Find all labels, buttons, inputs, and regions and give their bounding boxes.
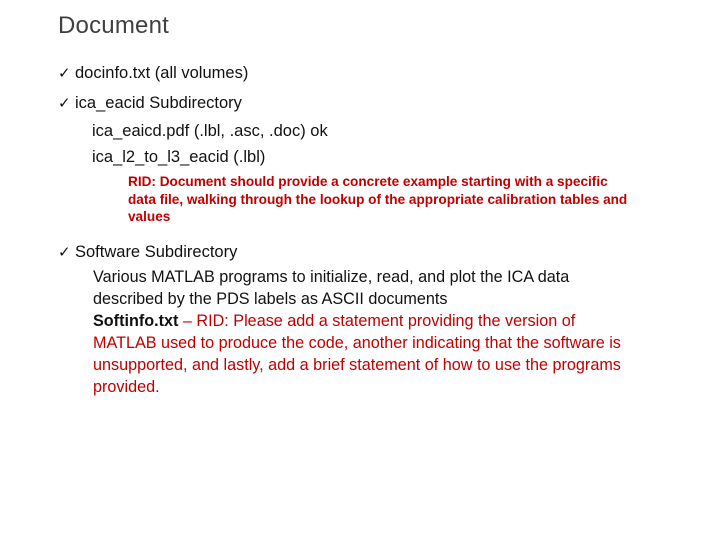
rid-line: unsupported, and lastly, add a brief statement of how to use the programs <box>93 356 621 374</box>
software-line: Various MATLAB programs to initialize, read, and plot the ICA data <box>93 268 570 286</box>
rid-line: data file, walking through the lookup of the appropriate calibration tables and <box>128 191 628 207</box>
checkmark-icon: ✓ <box>58 95 71 112</box>
rid-comment-document <box>128 173 713 226</box>
bullet-text: docinfo.txt (all volumes) <box>75 64 249 82</box>
checkmark-icon: ✓ <box>58 244 71 261</box>
bullet-software <box>58 242 237 263</box>
software-description <box>93 266 708 398</box>
bullet-ica-eacid <box>58 93 242 114</box>
page-title: Document <box>58 12 169 39</box>
checkmark-icon: ✓ <box>58 65 71 82</box>
sub-item-l2-to-l3: ica_l2_to_l3_eacid (.lbl) <box>92 148 266 166</box>
rid-line: values <box>128 209 171 224</box>
rid-line: MATLAB used to produce the code, another indicating that the software is <box>93 334 621 352</box>
rid-line: RID: Document should provide a concrete example starting with a specific <box>128 174 608 189</box>
bullet-text: Software Subdirectory <box>75 243 238 261</box>
rid-comment-softinfo: – RID: Please add a statement providing the version of <box>178 312 576 330</box>
softinfo-filename: Softinfo.txt <box>93 312 179 330</box>
bullet-docinfo <box>58 63 248 84</box>
sub-item-eaicd: ica_eaicd.pdf (.lbl, .asc, .doc) ok <box>92 122 328 140</box>
software-line: described by the PDS labels as ASCII documents <box>93 290 448 308</box>
rid-line: provided. <box>93 378 160 396</box>
bullet-text: ica_eacid Subdirectory <box>75 94 242 112</box>
softinfo-line <box>93 310 708 332</box>
